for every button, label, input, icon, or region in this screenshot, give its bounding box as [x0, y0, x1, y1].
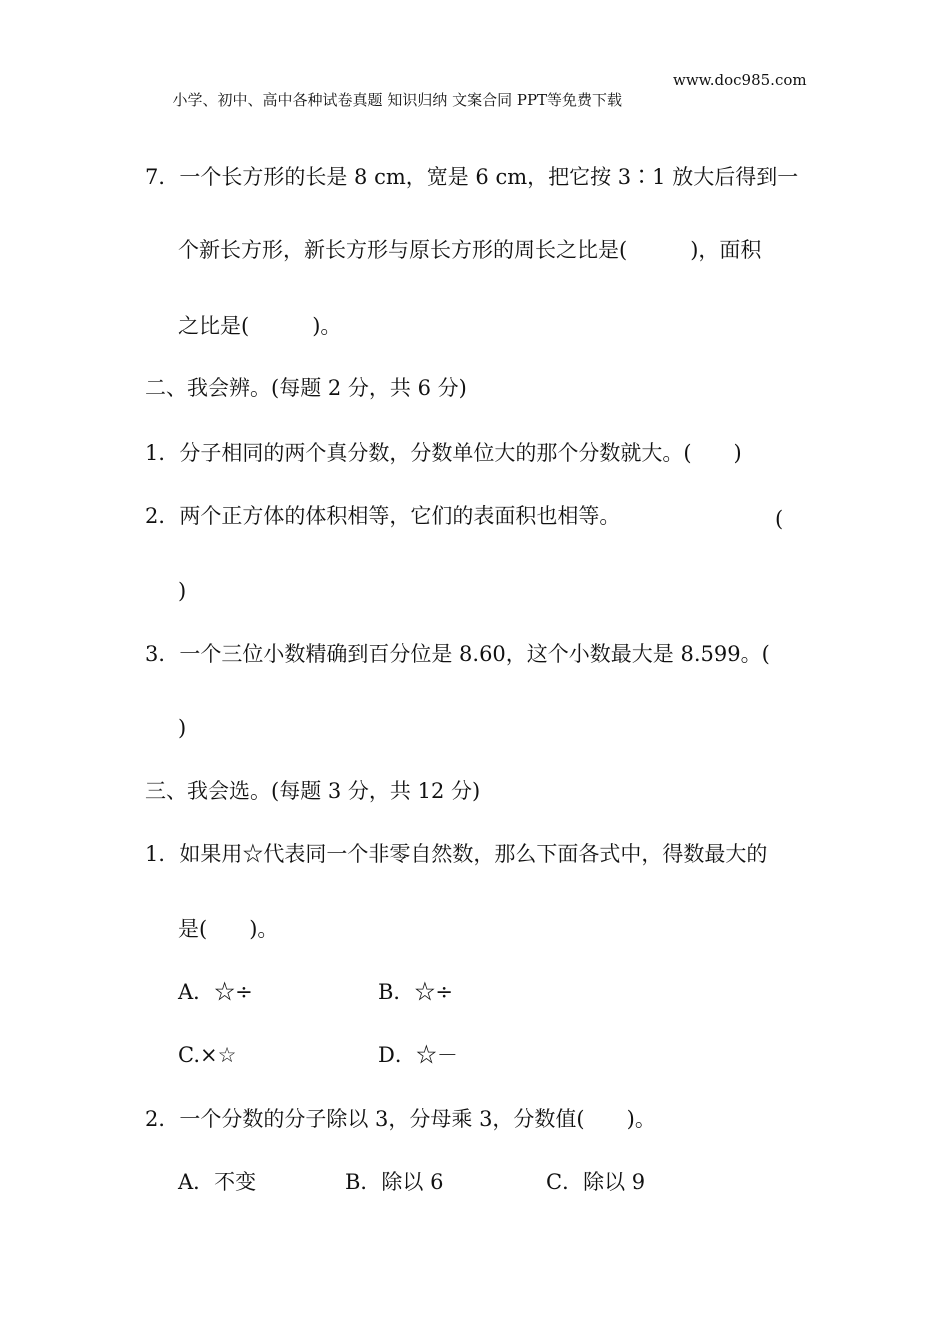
- section3-q1-line-1: 1．如果用☆代表同一个非零自然数，那么下面各式中，得数最大的: [145, 842, 768, 866]
- section3-q2-option-a: A．不变: [178, 1170, 257, 1194]
- section3-q1-option-d: D．☆－: [378, 1043, 458, 1067]
- section2-title: 二、我会辨。(每题 2 分，共 6 分): [145, 376, 467, 400]
- section3-q1-line-2: 是( )。: [178, 917, 279, 941]
- q7-line-2: 个新长方形，新长方形与原长方形的周长之比是( )，面积: [178, 238, 762, 262]
- section3-title: 三、我会选。(每题 3 分，共 12 分): [145, 779, 481, 803]
- section3-q2-option-c: C．除以 9: [546, 1170, 646, 1194]
- q7-line-3: 之比是( )。: [178, 314, 342, 338]
- section3-q1-option-b: B．☆÷: [378, 980, 454, 1004]
- header-text: 小学、初中、高中各种试卷真题 知识归纳 文案合同 PPT等免费下载: [172, 91, 623, 109]
- section2-q2-close-paren: ): [178, 579, 187, 603]
- section2-q3-close-paren: ): [178, 716, 187, 740]
- section3-q2: 2．一个分数的分子除以 3，分母乘 3，分数值( )。: [145, 1107, 656, 1131]
- section3-q1-option-a: A．☆÷: [178, 980, 253, 1004]
- section2-q2: 2．两个正方体的体积相等，它们的表面积也相等。: [145, 504, 621, 528]
- q7-line-1: 7．一个长方形的长是 8 cm，宽是 6 cm，把它按 3∶1 放大后得到一: [145, 165, 799, 189]
- page-header: [163, 70, 807, 130]
- section3-q1-option-c: C.×☆: [178, 1043, 237, 1067]
- section2-q3: 3．一个三位小数精确到百分位是 8.60，这个小数最大是 8.599。(: [145, 642, 770, 666]
- header-url: www.doc985.com: [673, 71, 807, 89]
- section2-q1: 1．分子相同的两个真分数，分数单位大的那个分数就大。( ): [145, 441, 742, 465]
- section3-q2-option-b: B．除以 6: [345, 1170, 444, 1194]
- section2-q2-open-paren: (: [775, 507, 784, 531]
